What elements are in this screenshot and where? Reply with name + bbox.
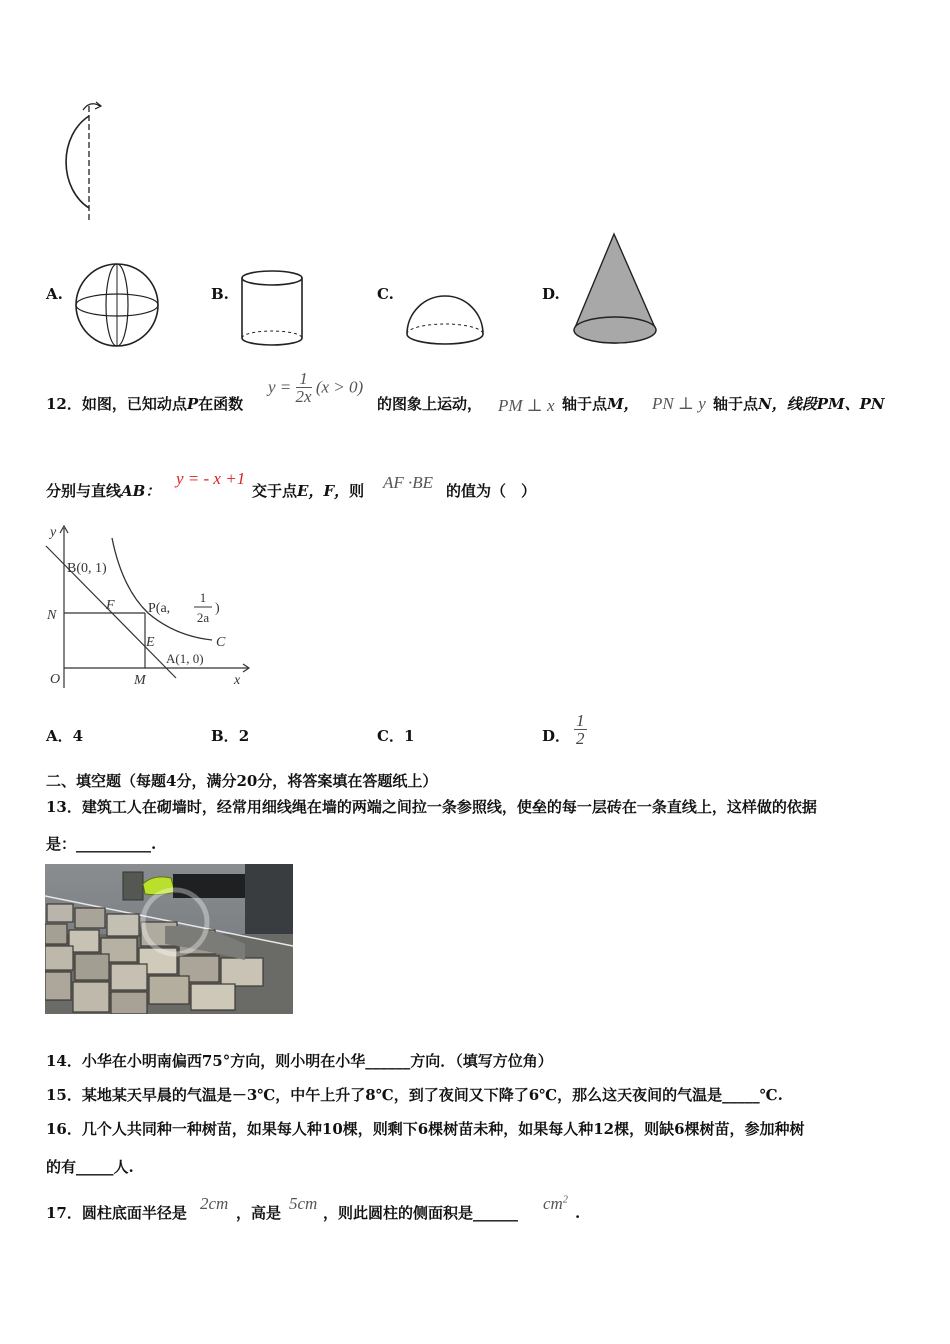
curve-c-label: C <box>216 635 226 650</box>
option-a-label: A. <box>46 285 63 303</box>
point-n-label: N <box>47 608 57 623</box>
q13-line2: 是：__________. <box>46 835 157 853</box>
q12-line1: 12．如图，已知动点P在函数 <box>46 395 244 413</box>
x-axis-label: x <box>234 673 241 688</box>
af-be-product: AF ·BE <box>383 473 434 492</box>
option-d-label: D. <box>542 285 560 303</box>
q12-answer-a: A．4 <box>46 727 84 745</box>
semicircle-arc <box>66 116 89 208</box>
option-b-label: B. <box>211 285 229 303</box>
option-c-label: C. <box>377 285 394 303</box>
q17-height: 5cm <box>289 1194 318 1213</box>
q12-answer-c: C．1 <box>377 727 415 745</box>
cylinder-figure <box>236 268 308 348</box>
semicircle-rotation-figure <box>40 98 110 224</box>
q17-unit: $cm^2$ <box>543 1194 568 1213</box>
q12-line2-d: 的值为（ ） <box>446 482 537 500</box>
sphere-figure <box>72 260 162 350</box>
q17-text-b: ，高是 <box>236 1204 282 1222</box>
q12-answer-d: D． <box>542 727 571 745</box>
brick-wall-photo <box>45 864 293 1014</box>
point-p-label: P(a, <box>148 601 171 616</box>
q12-coordinate-figure <box>40 518 255 693</box>
q17-text-c: ，则此圆柱的侧面积是______ <box>323 1204 519 1222</box>
pm-perp-x-formula: PM ⊥ x <box>498 396 555 415</box>
point-f-label: F <box>106 598 115 613</box>
q12-function-formula: y = $\frac{1}{2x}$ (x > 0) <box>268 369 364 406</box>
q14-text: 14．小华在小明南偏西75°方向，则小明在小华______方向．（填写方位角） <box>46 1052 553 1070</box>
q17-end: . <box>575 1204 581 1222</box>
y-axis-label: y <box>50 525 57 540</box>
point-a-label: A(1, 0) <box>166 651 204 666</box>
q12-line2-b: 交于点E，F，则 <box>252 482 365 500</box>
q12-line2: 分别与直线AB： <box>46 482 161 500</box>
q17-text-a: 17．圆柱底面半径是 <box>46 1204 187 1222</box>
cone-figure <box>566 230 666 352</box>
section-2-title: 二、填空题（每题4分，满分20分，将答案填在答题纸上） <box>46 772 438 790</box>
q15-text: 15．某地某天早晨的气温是－3℃，中午上升了8℃，到了夜间又下降了6℃，那么这天夜间的气温是_____℃. <box>46 1086 783 1104</box>
point-p-den: 2a <box>196 610 210 625</box>
q16-line2: 的有_____人. <box>46 1158 134 1176</box>
q12-line1-e: 轴于点N，线段PM、PN <box>713 395 885 413</box>
q12-answer-d-fraction: $\frac{1}{2}$ <box>576 711 585 748</box>
origin-label: O <box>50 672 61 687</box>
rotation-arrow-icon <box>83 104 100 110</box>
q12-answer-b: B．2 <box>211 727 250 745</box>
hemisphere-figure <box>402 292 488 350</box>
line-ab-equation: y = - x +1 <box>176 469 246 488</box>
point-p-num: 1 <box>199 590 207 605</box>
point-m-label: M <box>134 673 146 688</box>
q12-line1-d: 轴于点M， <box>562 395 639 413</box>
point-p-close: ) <box>215 601 220 616</box>
q13-line1: 13．建筑工人在砌墙时，经常用细线绳在墙的两端之间拉一条参照线，使垒的每一层砖在一条直线上，这样做的依据 <box>46 798 817 816</box>
point-b-label: B(0, 1) <box>67 561 107 576</box>
q16-line1: 16．几个人共同种一种树苗，如果每人种10棵，则剩下6棵树苗未种，如果每人种12棵，则缺6棵树苗，参加种树 <box>46 1120 805 1138</box>
q17-radius: 2cm <box>200 1194 229 1213</box>
q12-line1-c: 的图象上运动， <box>377 395 483 413</box>
pn-perp-y-formula: PN ⊥ y <box>652 394 706 413</box>
point-e-label: E <box>146 635 155 650</box>
